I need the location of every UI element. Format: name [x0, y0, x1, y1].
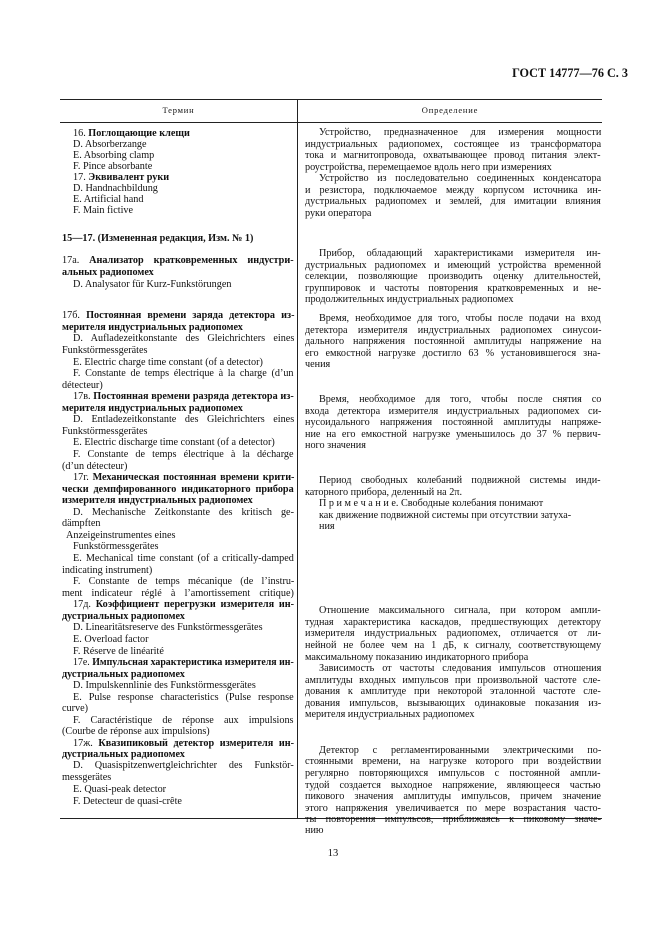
line-text: F. Réserve de linéarité — [73, 646, 164, 657]
definition-line — [305, 429, 601, 441]
line-text: 17. — [73, 172, 89, 183]
line-text: F. Main fictive — [73, 205, 134, 216]
term-name: Постоянная времени разряда детектора из- — [93, 391, 294, 402]
term-name: дустриальных радиопомех — [62, 669, 185, 680]
line-text: D. Linearitätsreserve des Funkstörmessgerätes — [73, 622, 263, 633]
line-text: D. Absorberzange — [73, 139, 147, 150]
term-name: Поглощающие клещи — [88, 128, 190, 139]
line-text: dämpften — [62, 518, 101, 529]
line-text: ment indicateur réglé à l’amortissement critique) — [62, 588, 294, 599]
line-text: чения — [305, 359, 331, 370]
definition-line — [319, 173, 601, 185]
line-text: Время, необходимое для того, чтобы после снятия со — [319, 394, 602, 405]
term-line — [73, 449, 294, 461]
term-line — [73, 279, 231, 291]
definition-line — [305, 617, 601, 629]
page-number: 13 — [327, 848, 339, 859]
term-line — [62, 495, 253, 507]
term-line — [73, 657, 294, 669]
column-header-definition: Определение — [421, 105, 479, 115]
term-line — [73, 646, 164, 658]
term-line — [62, 669, 185, 681]
line-text: D. Handnachbildung — [73, 183, 158, 194]
definition-line — [319, 127, 601, 139]
term-name: дустриальных радиопомех — [62, 749, 185, 760]
term-line — [73, 692, 294, 704]
line-text: 17б. — [62, 310, 87, 321]
line-text: E. Pulse response characteristics (Pulse response — [73, 692, 294, 703]
line-text: 17в. — [73, 391, 94, 402]
term-line — [62, 588, 294, 600]
definition-line — [305, 686, 601, 698]
line-text: группировок и частоты повторения кратковременных и не- — [305, 283, 602, 294]
term-line — [73, 172, 169, 184]
definition-line — [305, 294, 513, 306]
line-text: тудная характеристика каскадов, предшествующих детектору — [305, 617, 601, 628]
definition-line — [319, 745, 601, 757]
term-line — [73, 437, 275, 449]
line-text: détecteur) — [62, 380, 103, 391]
line-text: messgerätes — [62, 772, 112, 783]
term-line — [73, 507, 294, 519]
definition-line — [305, 440, 366, 452]
line-text: D. Impulskennlinie des Funkstörmessgerätes — [73, 680, 256, 691]
term-line — [73, 183, 158, 195]
term-line — [62, 322, 243, 334]
line-text: дального напряжения постоянной амплитуды напряжение на — [305, 336, 602, 347]
column-header-term: Термин — [162, 105, 195, 115]
column-divider — [297, 100, 298, 818]
definition-line — [305, 325, 601, 337]
term-line — [73, 357, 263, 369]
line-text: нусоидального напряжения постоянной амплитуды напряже- — [305, 417, 602, 428]
line-text: F. Constante de temps mécanique (de l’instru- — [73, 576, 295, 587]
line-text: E. Mechanical time constant (of a critically-damped — [73, 553, 294, 564]
term-line — [62, 518, 100, 530]
definition-line — [319, 663, 601, 675]
table-header — [60, 100, 602, 123]
definition-line — [305, 698, 601, 710]
term-line — [73, 139, 147, 151]
line-text: Funkstörmessgerätes — [62, 426, 148, 437]
line-text: F. Pince absorbante — [73, 161, 153, 172]
line-text: индустриальных радиопомех, состоящее из трансформатора — [305, 139, 602, 150]
line-text: Отношение максимального сигнала, при котором ампли- — [319, 605, 601, 616]
line-text: дустриальных радиопомех и землей, для имитации влияния — [305, 196, 601, 207]
line-text: П р и м е ч а н и е. Свободные колебания понимают — [319, 498, 544, 509]
line-text: руки оператора — [305, 208, 372, 219]
term-line — [62, 267, 154, 279]
term-line — [66, 530, 175, 542]
term-line — [62, 772, 111, 784]
definition-line — [319, 394, 601, 406]
line-text: ния — [319, 521, 335, 532]
line-text: продолжительных индустриальных радиопомех — [305, 294, 514, 305]
term-line — [73, 472, 294, 484]
term-line — [73, 128, 190, 140]
definition-line — [305, 150, 601, 162]
term-name: мерителя индустриальных радиопомех — [62, 403, 243, 414]
line-text: его емкостной нагрузке достигло 63 % установившегося зна- — [305, 348, 601, 359]
line-text: Funkstörmessgerätes — [62, 345, 148, 356]
term-line — [62, 310, 294, 322]
line-text: F. Caractéristique de réponse aux impulsions — [73, 715, 294, 726]
definition-line — [305, 803, 601, 815]
definition-line — [319, 510, 571, 522]
definition-line — [319, 498, 543, 510]
term-line — [73, 541, 158, 553]
term-line — [62, 484, 294, 496]
line-text: 17ж. — [73, 738, 99, 749]
document-reference: ГОСТ 14777—76 С. 3 — [512, 66, 628, 80]
line-text: indicating instrument) — [62, 565, 153, 576]
term-line — [62, 611, 185, 623]
term-line — [62, 233, 253, 245]
term-line — [73, 796, 182, 808]
definition-line — [305, 487, 462, 499]
term-line — [73, 553, 294, 565]
line-text: Funkstörmessgerätes — [73, 541, 159, 552]
term-name: 15—17. (Измененная редакция, Изм. № 1) — [62, 233, 254, 244]
terms-table — [60, 99, 602, 836]
line-text: Время, необходимое для того, чтобы после подачи на вход — [319, 313, 601, 324]
line-text: Устройство, предназначенное для измерения мощности — [319, 127, 602, 138]
term-line — [73, 576, 294, 588]
line-text: входа детектора измерителя индустриальных радиопомех си- — [305, 406, 602, 417]
term-name: Постоянная времени заряда детектора из- — [86, 310, 295, 321]
line-text: роустройства, перемещаемое вдоль него при измерениях — [305, 162, 552, 173]
term-name: Анализатор кратковременных индустри- — [89, 255, 294, 266]
line-text: этого напряжения увеличивается по мере возрастания часто- — [305, 803, 601, 814]
definition-line — [305, 208, 371, 220]
definition-line — [305, 417, 601, 429]
line-text: ние на его емкостной нагрузке уменьшилось до 37 % первич- — [305, 429, 601, 440]
definition-line — [305, 260, 601, 272]
definition-line — [319, 521, 335, 533]
definition-line — [305, 675, 601, 687]
line-text: E. Electric discharge time constant (of a detector) — [73, 437, 275, 448]
line-text: стоянными времени, на нагрузке которого при воздействии — [305, 756, 602, 767]
line-text: регулярно повторяющихся импульсов с постоянной ампли- — [305, 768, 601, 779]
term-line — [73, 391, 294, 403]
line-text: тока и магнитопровода, охватывающее провод питания элект- — [305, 150, 601, 161]
line-text: E. Absorbing clamp — [73, 150, 155, 161]
line-text: измерителя индустриальных радиопомех, отличается от ли- — [305, 628, 602, 639]
definition-line — [305, 283, 601, 295]
term-line — [73, 760, 294, 772]
term-name: Квазипиковый детектор измерителя ин- — [98, 738, 294, 749]
line-text: пикового значения амплитуды импульсов, причем значение — [305, 791, 602, 802]
line-text: E. Artificial hand — [73, 194, 144, 205]
term-line — [73, 333, 294, 345]
term-line — [62, 426, 147, 438]
line-text: максимальному показанию индикаторного прибора — [305, 652, 529, 663]
definition-line — [305, 768, 601, 780]
definition-line — [305, 791, 601, 803]
term-line — [73, 599, 294, 611]
definition-line — [305, 756, 601, 768]
line-text: нию — [305, 825, 324, 836]
line-text: E. Electric charge time constant (of a detector) — [73, 357, 263, 368]
line-text: E. Quasi-peak detector — [73, 784, 167, 795]
line-text: 17г. — [73, 472, 93, 483]
line-text: каторного прибора, деленный на 2π. — [305, 487, 463, 498]
line-text: мерителя индустриальных радиопомех — [305, 709, 475, 720]
definition-line — [305, 628, 601, 640]
definition-line — [305, 780, 601, 792]
definition-line — [305, 139, 601, 151]
line-text: D. Quasispitzenwertgleichrichter des Funkstör- — [73, 760, 294, 771]
term-name: Импульсная характеристика измерителя ин- — [92, 657, 294, 668]
line-text: 17а. — [62, 255, 90, 266]
term-line — [73, 738, 294, 750]
term-line — [62, 565, 152, 577]
line-text: селекции, позволяющие производить оценку длительностей, — [305, 271, 601, 282]
term-line — [62, 726, 210, 738]
term-line — [73, 634, 149, 646]
term-line — [73, 414, 294, 426]
term-name: Эквивалент руки — [88, 172, 170, 183]
term-line — [62, 461, 127, 473]
term-line — [73, 784, 166, 796]
term-line — [62, 749, 185, 761]
line-text: D. Aufladezeitkonstante des Gleichrichters eines — [73, 333, 295, 344]
term-name: чески демпфированного индикаторного прибора — [62, 484, 294, 495]
definition-line — [305, 336, 601, 348]
definition-line — [305, 652, 528, 664]
definition-line — [305, 162, 552, 174]
line-text: D. Entladezeitkonstante des Gleichrichters eines — [73, 414, 295, 425]
definition-line — [319, 313, 601, 325]
definition-line — [305, 406, 601, 418]
definition-line — [305, 814, 601, 826]
line-text: амплитуды входных импульсов при произвольной частоте сле- — [305, 675, 601, 686]
line-text: F. Constante de temps électrique à la décharge — [73, 449, 294, 460]
definition-line — [319, 605, 601, 617]
term-name: мерителя индустриальных радиопомех — [62, 322, 243, 333]
term-line — [62, 380, 103, 392]
line-text: 16. — [73, 128, 89, 139]
term-line — [73, 715, 294, 727]
line-text: дования к амплитуде при некоторой эталонной частоте сле- — [305, 686, 601, 697]
line-text: Anzeigeinstrumentes eines — [66, 530, 176, 541]
definition-line — [305, 185, 601, 197]
definition-line — [305, 709, 475, 721]
line-text: Зависимость от частоты следования импульсов отношения — [319, 663, 602, 674]
line-text: и резистора, подключаемое между корпусом источника ин- — [305, 185, 602, 196]
term-name: Коэффициент перегрузки измерителя ин- — [95, 599, 295, 610]
line-text: ты повторения импульсов, приближаясь к пиковому значе- — [305, 814, 602, 825]
term-name: альных радиопомех — [62, 267, 154, 278]
line-text: 17д. — [73, 599, 96, 610]
term-name: дустриальных радиопомех — [62, 611, 185, 622]
line-text: Период свободных колебаний подвижной системы инди- — [319, 475, 601, 486]
line-text: дустриальных радиопомех и имеющий устройства временной — [305, 260, 602, 271]
line-text: нейной не более чем на 1 дБ, к сигналу, соответствующему — [305, 640, 602, 651]
definition-line — [305, 359, 330, 371]
line-text: D. Analysator für Kurz-Funkstörungen — [73, 279, 232, 290]
line-text: ного значения — [305, 440, 366, 451]
line-text: F. Constante de temps électrique à la charge (d’un — [73, 368, 294, 379]
definition-line — [305, 825, 324, 837]
term-line — [62, 703, 88, 715]
term-line — [73, 368, 294, 380]
term-line — [73, 622, 263, 634]
line-text: (d’un détecteur) — [62, 461, 128, 472]
line-text: (Courbe de réponse aux impulsions) — [62, 726, 210, 737]
term-line — [62, 255, 294, 267]
term-line — [73, 150, 154, 162]
line-text: тудой создается выходное напряжение, являющееся частью — [305, 780, 601, 791]
term-line — [73, 161, 152, 173]
term-line — [62, 345, 147, 357]
line-text: E. Overload factor — [73, 634, 149, 645]
line-text: Устройство из последовательно соединенных конденсатора — [319, 173, 602, 184]
line-text: дования импульсов, вызывающих одинаковые показания из- — [305, 698, 602, 709]
line-text: F. Detecteur de quasi-crête — [73, 796, 182, 807]
definition-line — [305, 196, 601, 208]
term-line — [73, 194, 143, 206]
definition-line — [305, 348, 601, 360]
definition-line — [319, 248, 601, 260]
line-text: Прибор, обладающий характеристиками измерителя ин- — [319, 248, 601, 259]
definition-line — [305, 640, 601, 652]
line-text: D. Mechanische Zeitkonstante des kritisch ge- — [73, 507, 294, 518]
term-line — [73, 205, 133, 217]
line-text: 17е. — [73, 657, 93, 668]
term-line — [73, 680, 256, 692]
term-name: Механическая постоянная времени крити- — [92, 472, 295, 483]
definition-line — [319, 475, 601, 487]
line-text: curve) — [62, 703, 89, 714]
line-text: детектора измерителя индустриальных радиопомех синусои- — [305, 325, 602, 336]
line-text: Детектор с регламентированными электрическими по- — [319, 745, 602, 756]
line-text: как движение подвижной системы при отсутствии затуха- — [319, 510, 572, 521]
term-line — [62, 403, 243, 415]
definition-line — [305, 271, 601, 283]
term-name: измерителя индустриальных радиопомех — [62, 495, 253, 506]
